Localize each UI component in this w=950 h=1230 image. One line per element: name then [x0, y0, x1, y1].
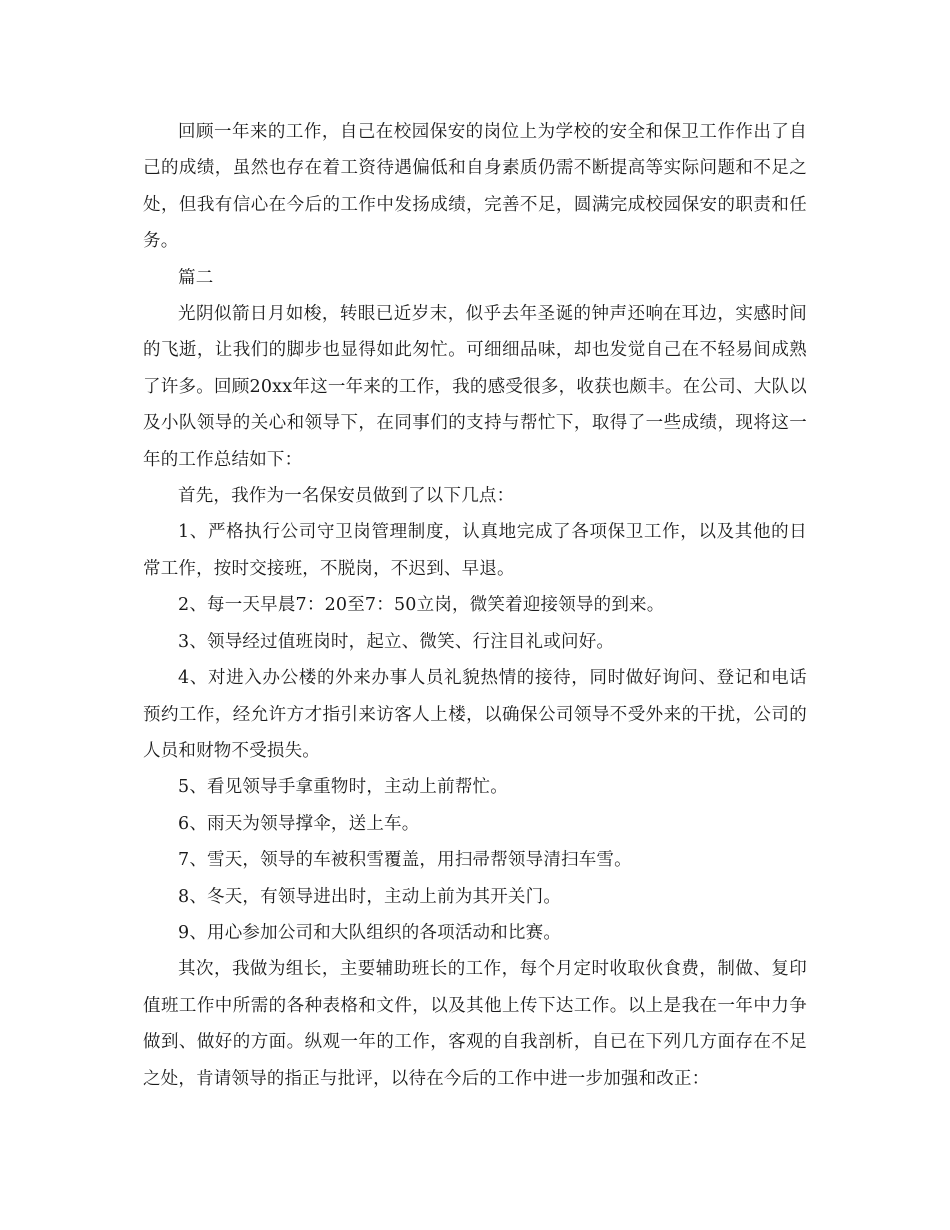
list-item-6: 6、雨天为领导撑伞，送上车。: [178, 813, 420, 834]
paragraph-introduction: 光阴似箭日月如梭，转眼已近岁末，似乎去年圣诞的钟声还响在耳边，实感时间的飞逝，让我们的脚步也显得如此匆忙。可细细品味，却也发觉自己在不轻易间成熟了许多。回顾20xx年这一年来的工作，我的感受很多，收获也颇丰。在公司、大队以及小队领导的关心和领导下，在同事们的支持与帮忙下，取得了一些成绩，现将这一年的工作总结如下：: [143, 304, 807, 470]
list-item-5: 5、看见领导手拿重物时，主动上前帮忙。: [178, 777, 508, 798]
list-item-8: 8、冬天，有领导进出时，主动上前为其开关门。: [178, 886, 562, 907]
paragraph-secondly: 其次，我做为组长，主要辅助班长的工作，每个月定时收取伙食费，制做、复印值班工作中所需的各种表格和文件，以及其他上传下达工作。以上是我在一年中力争做到、做好的方面。纵观一年的工作，客观的自我剖析，自已在下列几方面存在不足之处，肯请领导的指正与批评，以待在今后的工作中进一步加强和改正：: [143, 959, 807, 1089]
list-item-3: 3、领导经过值班岗时，起立、微笑、行注目礼或问好。: [178, 631, 615, 652]
list-item-7: 7、雪天，领导的车被积雪覆盖，用扫帚帮领导清扫车雪。: [178, 850, 632, 871]
list-item-4: 4、对进入办公楼的外来办事人员礼貌热情的接待，同时做好询问、登记和电话预约工作，经允许方才指引来访客人上楼，以确保公司领导不受外来的干扰，公司的人员和财物不受损失。: [143, 668, 807, 761]
paragraph-summary-conclusion: 回顾一年来的工作，自己在校园保安的岗位上为学校的安全和保卫工作作出了自己的成绩，虽然也存在着工资待遇偏低和自身素质仍需不断提高等实际问题和不足之处，但我有信心在今后的工作中发扬成绩，完善不足，圆满完成校园保安的职责和任务。: [143, 122, 807, 252]
list-item-9: 9、用心参加公司和大队组织的各项活动和比赛。: [178, 922, 562, 943]
document-body: [143, 114, 807, 1097]
list-item-1: 1、严格执行公司守卫岗管理制度，认真地完成了各项保卫工作，以及其他的日常工作，按时交接班，不脱岗，不迟到、早退。: [143, 522, 807, 579]
section-heading-part-two: 篇二: [178, 267, 214, 288]
paragraph-first-point-intro: 首先，我作为一名保安员做到了以下几点：: [178, 486, 515, 507]
list-item-2: 2、每一天早晨7：20至7：50立岗，微笑着迎接领导的到来。: [178, 595, 665, 616]
